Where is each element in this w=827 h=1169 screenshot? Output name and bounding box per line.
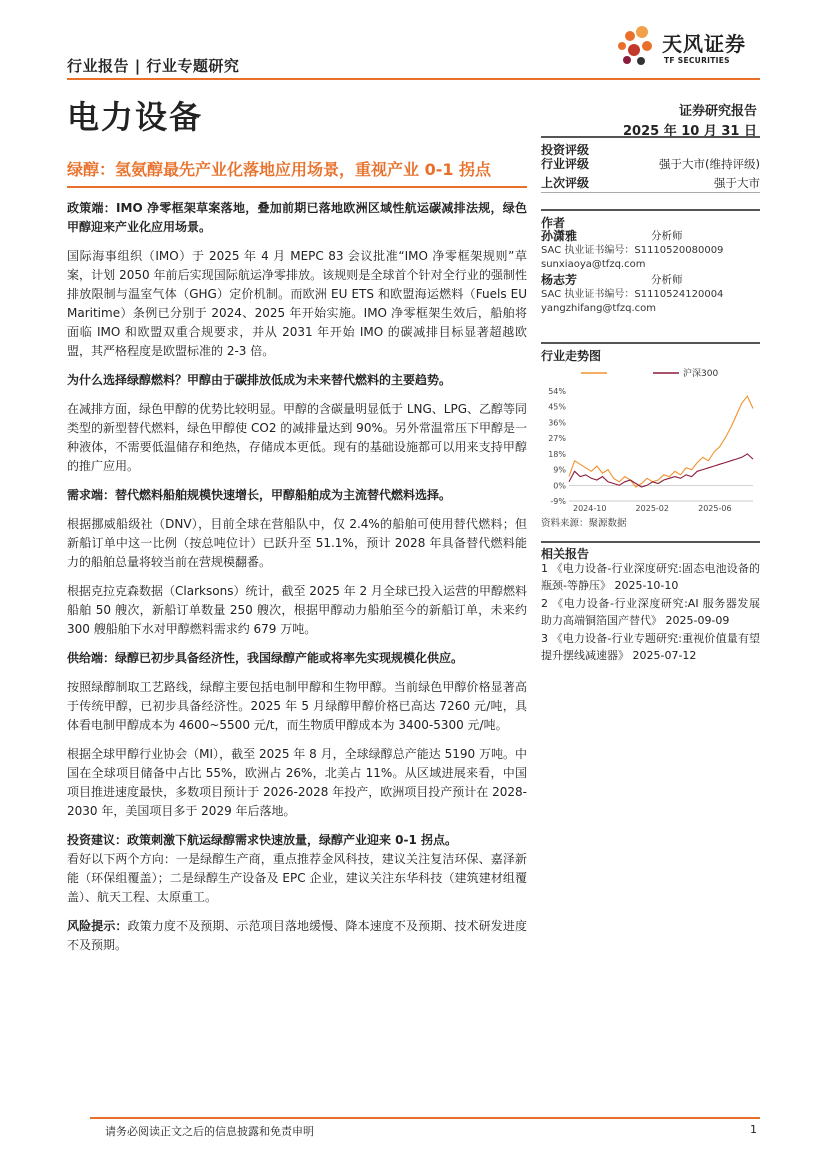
header-rule bbox=[67, 78, 760, 80]
logo-mark-icon bbox=[612, 22, 658, 68]
report-category: 行业报告 | 行业专题研究 bbox=[67, 57, 240, 75]
page-number: 1 bbox=[750, 1123, 757, 1136]
y-tick-label: 27% bbox=[548, 434, 566, 444]
author-role: 分析师 bbox=[651, 230, 683, 242]
rating-section-title: 投资评级 bbox=[541, 136, 760, 155]
series-line-0 bbox=[569, 396, 753, 487]
footer-disclaimer[interactable]: 请务必阅读正文之后的信息披露和免责申明 bbox=[105, 1125, 314, 1138]
policy-heading: 政策端：IMO 净零框架草案落地，叠加前期已落地欧洲区域性航运碳减排法规，绿色甲醇迎来产业化应用场景。 bbox=[67, 201, 527, 234]
legend-label: 沪深300 bbox=[683, 369, 719, 379]
x-tick-label: 2024-10 bbox=[573, 504, 607, 513]
title-rule bbox=[67, 186, 527, 188]
sidebar bbox=[541, 136, 760, 316]
company-logo bbox=[612, 22, 762, 70]
y-tick-label: 36% bbox=[548, 418, 566, 428]
demand-paragraph-clarksons: 根据克拉克森数据（Clarksons）统计，截至 2025 年 2 月全球已投入运营的甲醇燃料船舶 50 艘次，新船订单数量 250 艘次，根据甲醇动力船舶至今的新船订单，未来约 300 艘船舶下水对甲醇燃料需求约 679 万吨。 bbox=[67, 584, 527, 636]
previous-rating-value: 强于大市 bbox=[714, 176, 760, 190]
industry-rating-value: 强于大市(维持评级) bbox=[659, 157, 760, 171]
author-name: 杨志芳 bbox=[541, 273, 578, 287]
why-methanol-paragraph: 在减排方面，绿色甲醇的优势比较明显。甲醇的含碳量明显低于 LNG、LPG、乙醇等同类型的新型替代燃料，绿色甲醇使 CO2 的减排量达到 90%。另外常温常压下甲醇是一种液体，不需要低温储存和绝热，存储成本更低。现有的基础设施都可以用来支持甲醇的推广应用。 bbox=[67, 402, 527, 473]
author-role: 分析师 bbox=[651, 274, 683, 286]
investment-heading: 投资建议：政策刺激下航运绿醇需求快速放量，绿醇产业迎来 0-1 拐点。 bbox=[67, 833, 458, 847]
y-tick-label: 54% bbox=[548, 387, 566, 396]
series-line-1 bbox=[569, 454, 753, 487]
report-date: 2025 年 10 月 31 日 bbox=[623, 124, 757, 139]
report-type: 证券研究报告 bbox=[678, 104, 757, 119]
author-2 bbox=[541, 272, 760, 316]
authors-section-title: 作者 bbox=[541, 209, 760, 228]
y-tick-label: -9% bbox=[550, 497, 566, 506]
main-body bbox=[67, 199, 527, 965]
logo-text-cn: 天风证券 bbox=[662, 32, 746, 56]
related-reports bbox=[541, 541, 760, 665]
related-report-item[interactable]: 2 《电力设备-行业深度研究:AI 服务器发展助力高端铜箔国产替代》 2025-09-09 bbox=[541, 597, 760, 627]
industry-title: 电力设备 bbox=[67, 98, 204, 136]
author-email[interactable]: sunxiaoya@tfzq.com bbox=[541, 259, 646, 270]
demand-paragraph-dnv: 根据挪威船级社（DNV），目前全球在营船队中，仅 2.4%的船舶可使用替代燃料；但新船订单中这一比例（按总吨位计）已跃升至 51.1%，预计 2028 年具备替代燃料能力的船舶总量将较当前在营规模翻番。 bbox=[67, 517, 527, 569]
trend-chart bbox=[541, 361, 760, 516]
why-methanol-heading: 为什么选择绿醇燃料？甲醇由于碳排放低成为未来替代燃料的主要趋势。 bbox=[67, 373, 452, 387]
related-section-title: 相关报告 bbox=[541, 541, 760, 560]
risk-paragraph bbox=[67, 917, 527, 955]
y-tick-label: 0% bbox=[553, 481, 566, 491]
author-1 bbox=[541, 228, 760, 272]
logo-text-en: TF SECURITIES bbox=[664, 56, 730, 65]
y-tick-label: 45% bbox=[548, 402, 566, 412]
risk-text: 政策力度不及预期、示范项目落地缓慢、降本速度不及预期、技术研发进度不及预期。 bbox=[67, 919, 527, 952]
x-tick-label: 2025-06 bbox=[698, 504, 732, 513]
industry-rating-label: 行业评级 bbox=[541, 157, 590, 171]
policy-paragraph: 国际海事组织（IMO）于 2025 年 4 月 MEPC 83 会议批准“IMO 净零框架规则”草案，计划 2050 年前后实现国际航运净零排放。该规则是全球首个针对全行业的强制性排放限制与温室气体（GHG）定价机制。而欧洲 EU ETS 和欧盟海运燃料（Fuels EU Maritime）条例已分别于 2024、2025 年开始实施。IMO 净零框架生效后，船舶将面临 IMO 和欧盟双重合规要求，并从 2031 年开始 IMO 的碳减排目标显著超越欧盟，其严格程度是欧盟标准的 2-3 倍。 bbox=[67, 249, 527, 358]
x-tick-label: 2025-02 bbox=[635, 504, 669, 513]
related-report-item[interactable]: 3 《电力设备-行业专题研究:重视价值量有望提升摆线减速器》 2025-07-12 bbox=[541, 632, 760, 662]
y-tick-label: 18% bbox=[548, 449, 566, 459]
supply-paragraph-cost: 按照绿醇制取工艺路线，绿醇主要包括电制甲醇和生物甲醇。当前绿色甲醇价格显著高于传统甲醇，已初步具备经济性。2025 年 5 月绿醇甲醇价格已高达 7260 元/吨，具体看电制甲醇成本为 4600~5500 元/t，而生物质甲醇成本为 3400-5300 元/吨。 bbox=[67, 680, 527, 732]
author-email[interactable]: yangzhifang@tfzq.com bbox=[541, 303, 657, 314]
demand-heading: 需求端：替代燃料船舶规模快速增长，甲醇船舶成为主流替代燃料选择。 bbox=[67, 488, 452, 502]
footer-rule bbox=[90, 1117, 760, 1119]
author-name: 孙潇雅 bbox=[541, 229, 578, 243]
related-report-item[interactable]: 1 《电力设备-行业深度研究:固态电池设备的瓶颈-等静压》 2025-10-10 bbox=[541, 562, 760, 592]
previous-rating-row bbox=[541, 174, 760, 193]
supply-heading: 供给端：绿醇已初步具备经济性，我国绿醇产能或将率先实现规模化供应。 bbox=[67, 651, 464, 665]
supply-paragraph-capacity: 根据全球甲醇行业协会（MI），截至 2025 年 8 月，全球绿醇总产能达 5190 万吨。中国在全球项目储备中占比 55%，欧洲占 26%，北美占 11%。从区域进展来看，中国项目推进速度最快，多数项目预计于 2026-2028 年投产，欧洲项目投产预计在 2028-2030 年，美国项目多于 2029 年后落地。 bbox=[67, 747, 527, 818]
chart-source: 资料来源：聚源数据 bbox=[541, 518, 627, 529]
risk-heading: 风险提示： bbox=[67, 919, 128, 933]
trend-chart-title: 行业走势图 bbox=[541, 342, 760, 361]
investment-paragraph: 看好以下两个方向：一是绿醇生产商，重点推荐金风科技，建议关注复洁环保、嘉泽新能（环保组覆盖）；二是绿醇生产设备及 EPC 企业，建议关注东华科技（建筑建材组覆盖）、航天工程、太原重工。 bbox=[67, 852, 527, 904]
y-tick-label: 9% bbox=[553, 465, 566, 475]
trend-chart-section bbox=[541, 342, 760, 520]
previous-rating-label: 上次评级 bbox=[541, 176, 590, 190]
industry-rating-row bbox=[541, 155, 760, 174]
author-cert: SAC 执业证书编号：S1110520080009 bbox=[541, 245, 724, 256]
report-title: 绿醇：氢氨醇最先产业化落地应用场景，重视产业 0-1 拐点 bbox=[67, 160, 492, 179]
author-cert: SAC 执业证书编号：S1110524120004 bbox=[541, 289, 724, 300]
